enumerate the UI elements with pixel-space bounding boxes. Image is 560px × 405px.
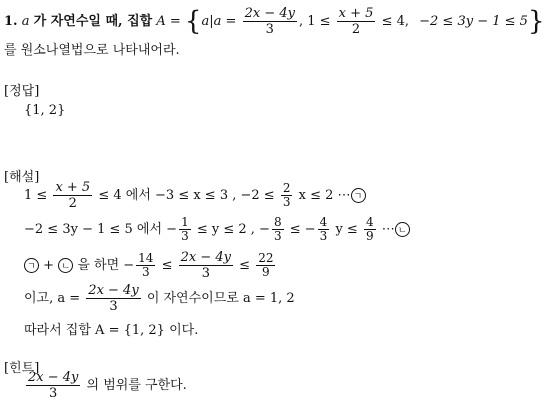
hint-header: [힌트] [4, 361, 40, 376]
cond1-denominator: 2 [351, 22, 361, 37]
s2-c: ≤ − [289, 222, 316, 237]
s2-den-3: 3 [319, 229, 328, 243]
s1-b: ≤ 4 에서 −3 ≤ x ≤ 3 , −2 ≤ [98, 188, 275, 203]
s1-den-2: 3 [282, 195, 291, 209]
var-a: a [21, 14, 30, 29]
s2-den-4: 9 [365, 229, 374, 243]
fraction-denominator: 3 [265, 22, 274, 37]
s3-den-3: 9 [262, 265, 270, 279]
set-var: a [201, 14, 210, 29]
set-bar: | [209, 14, 214, 29]
s2-a: −2 ≤ 3y − 1 ≤ 5 에서 − [24, 222, 178, 237]
solution-line-1 [24, 180, 366, 211]
s4-den: 3 [109, 299, 118, 314]
right-brace: } [527, 6, 545, 37]
cond1-numerator: x + 5 [338, 6, 374, 21]
s2-frac-3 [318, 216, 330, 243]
equals: = [169, 14, 181, 29]
solution-line-4 [24, 283, 295, 314]
s3-plus: + [43, 258, 55, 273]
hint-frac [26, 370, 80, 401]
s2-frac-4 [364, 216, 376, 243]
s1-frac-2 [281, 182, 293, 209]
answer-header: [정답] [4, 84, 40, 99]
problem-line-2: 를 원소나열법으로 나타내어라. [4, 43, 180, 58]
s1-num-2: 2 [282, 181, 291, 195]
s2-den: 3 [181, 229, 189, 243]
s2-num-3: 4 [319, 215, 328, 229]
circle-mark-4: ㄴ [58, 258, 73, 273]
s3-den: 3 [141, 265, 150, 279]
s3-num: 14 [138, 251, 154, 265]
s4-b: 이 자연수이므로 a = 1, 2 [146, 291, 295, 306]
s1-c: x ≤ 2 ⋯ [298, 188, 351, 203]
s2-num-4: 4 [365, 215, 374, 229]
cond2: −2 ≤ 3y − 1 ≤ 5 [419, 14, 528, 29]
hint-line [24, 370, 187, 401]
s2-num-2: 8 [273, 215, 282, 229]
cond1-fraction [337, 6, 376, 37]
hint-den: 3 [49, 386, 58, 401]
s2-den-2: 3 [273, 229, 282, 243]
s3-frac-2 [179, 250, 233, 281]
s3-den-2: 3 [201, 266, 210, 281]
s4-a: 이고, a = [24, 291, 81, 306]
solution-line-5: 따라서 집합 A = {1, 2} 이다. [24, 323, 199, 338]
s2-b: ≤ y ≤ 2 , − [196, 222, 270, 237]
s3-num-2: 2x − 4y [180, 250, 232, 265]
left-brace: { [184, 6, 202, 37]
s1-num: x + 5 [55, 180, 91, 195]
s3-frac [136, 252, 155, 279]
set-name: A [156, 14, 166, 29]
s4-num: 2x − 4y [88, 283, 139, 298]
solution-line-3 [24, 250, 277, 281]
circle-mark-2: ㄴ [395, 222, 410, 237]
cond1-left: 1 ≤ [307, 14, 331, 29]
circle-mark-1: ㄱ [351, 188, 366, 203]
solution-line-2 [24, 216, 410, 243]
solution-header: [해설] [4, 170, 40, 185]
s2-frac-2 [272, 216, 284, 243]
s3-a: 을 하면 − [77, 258, 135, 273]
s3-num-3: 22 [258, 251, 274, 265]
hint-text: 의 범위를 구한다. [86, 378, 187, 393]
s3-b: ≤ [161, 258, 173, 273]
s4-frac [86, 283, 140, 314]
cond1-right: ≤ 4, [381, 14, 409, 29]
s1-den: 2 [68, 196, 77, 211]
fraction-numerator: 2x − 4y [244, 6, 295, 21]
s1-frac [53, 180, 92, 211]
equals-2: = [225, 14, 237, 29]
hint-num: 2x − 4y [28, 370, 79, 385]
problem-line-1: 1. a 가 자연수일 때, 집합 A = {a|a = $\frac{2x - 4y}{3}$ , 1 ≤ $\frac{x + 5}{2}$ ≤ 4, −2 ≤ 3y − 1 ≤ 5} [4, 6, 545, 37]
s3-frac-3 [256, 252, 275, 279]
s3-c: ≤ [239, 258, 251, 273]
s2-e: ⋯ [381, 222, 395, 237]
answer-value: {1, 2} [24, 103, 66, 118]
problem-text: 가 자연수일 때, 집합 [33, 14, 153, 29]
s2-num: 1 [181, 215, 189, 229]
set-var-2: a [213, 14, 222, 29]
problem-fraction [243, 6, 297, 37]
circle-mark-3: ㄱ [24, 258, 39, 273]
s2-frac [179, 216, 191, 243]
s1-a: 1 ≤ [24, 188, 48, 203]
s2-d: y ≤ [335, 222, 358, 237]
problem-number: 1. [4, 14, 18, 29]
